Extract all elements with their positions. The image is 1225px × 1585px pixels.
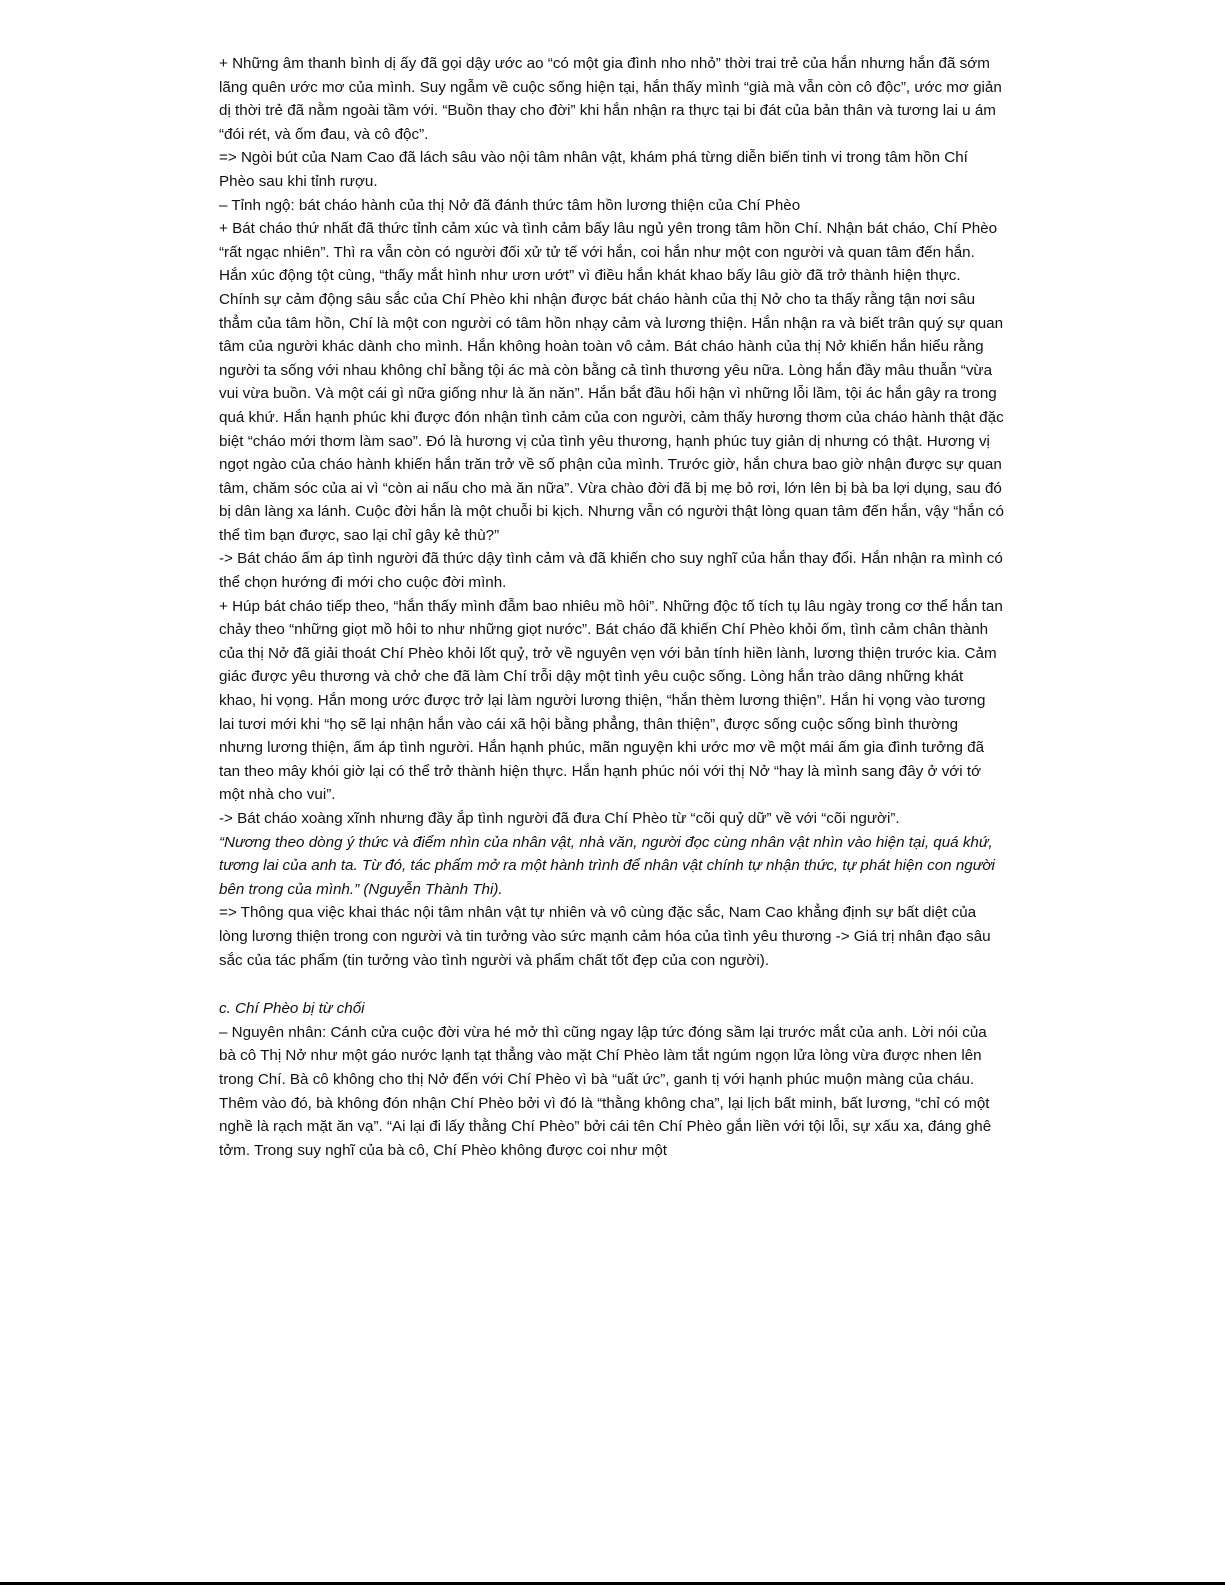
- paragraph-reason: – Nguyên nhân: Cánh cửa cuộc đời vừa hé mở thì cũng ngay lập tức đóng sầm lại trước mắt của anh. Lời nói của bà cô Thị Nở như một gáo nước lạnh tạt thẳng vào mặt Chí Phèo làm tắt ngúm ngọn lửa lòng vừa được nhen lên trong Chí. Bà cô không cho thị Nở đến với Chí Phèo vì bà “uất ức”, ganh tị với hạnh phúc muộn màng của cháu. Thêm vào đó, bà không đón nhận Chí Phèo bởi vì đó là “thằng không cha”, lại lịch bất minh, bất lương, “chỉ có một nghề là rạch mặt ăn vạ”. “Ai lại đi lấy thằng Chí Phèo” bởi cái tên Chí Phèo gắn liền với tội lỗi, sự xấu xa, đáng ghê tởm. Trong suy nghĩ của bà cô, Chí Phèo không được coi như một: [219, 1023, 992, 1159]
- document-page: [219, 52, 1004, 1162]
- paragraph-human-world: -> Bát cháo xoàng xĩnh nhưng đầy ắp tình người đã đưa Chí Phèo từ “cõi quỷ dữ” về với “cõi người”.: [219, 810, 900, 827]
- paragraph-warm-bowl: -> Bát cháo ấm áp tình người đã thức dậy tình cảm và đã khiến cho suy nghĩ của hắn thay đổi. Hắn nhận ra mình có thể chọn hướng đi mới cho cuộc đời mình.: [219, 550, 1003, 592]
- paragraph-conclusion: => Thông qua việc khai thác nội tâm nhân vật tự nhiên và vô cùng đặc sắc, Nam Cao khẳng định sự bất diệt của lòng lương thiện trong con người và tin tưởng vào sức mạnh cảm hóa của tình yêu thương -> Giá trị nhân đạo sâu sắc của tác phẩm (tin tưởng vào tình người và phẩm chất tốt đẹp của con người).: [219, 904, 991, 969]
- quote-nguyen-thanh-thi: “Nương theo dòng ý thức và điểm nhìn của nhân vật, nhà văn, người đọc cùng nhân vật nhìn vào hiện tại, quá khứ, tương lai của anh ta. Từ đó, tác phẩm mở ra một hành trình để nhân vật chính tự nhận thức, tự phát hiện con người bên trong của mình.” (Nguyễn Thành Thi).: [219, 833, 995, 898]
- paragraph-nam-cao-pen: => Ngòi bút của Nam Cao đã lách sâu vào nội tâm nhân vật, khám phá từng diễn biến tinh vi trong tâm hồn Chí Phèo sau khi tỉnh rượu.: [219, 149, 968, 190]
- paragraph-awakening: – Tỉnh ngộ: bát cháo hành của thị Nở đã đánh thức tâm hồn lương thiện của Chí Phèo: [219, 196, 801, 214]
- section-gap: [219, 972, 1004, 997]
- paragraph-next-bowl: + Húp bát cháo tiếp theo, “hắn thấy mình đẫm bao nhiêu mồ hôi”. Những độc tố tích tụ lâu ngày trong cơ thể hắn tan chảy theo “những giọt mồ hôi to như những giọt nước”. Bát cháo đã khiến Chí Phèo khỏi ốm, tình cảm chân thành của thị Nở đã giải thoát Chí Phèo khỏi lốt quỷ, trở về nguyên vẹn với bản tính hiền lành, lương thiện trước kia. Cảm giác được yêu thương và chở che đã làm Chí trỗi dậy một tình yêu cuộc sống. Lòng hắn trào dâng những khát khao, hi vọng. Hắn mong ước được trở lại làm người lương thiện, “hắn thèm lương thiện”. Hắn hi vọng vào tương lai tươi mới khi “họ sẽ lại nhận hắn vào cái xã hội bằng phẳng, thân thiện”, được sống cuộc sống bình thường nhưng lương thiện, ấm áp tình người. Hắn hạnh phúc, mãn nguyện khi ước mơ về một mái ấm gia đình tưởng đã tan theo mây khói giờ lại có thể trở thành hiện thực. Hắn hạnh phúc nói với thị Nở “hay là mình sang đây ở với tớ một nhà cho vui”.: [219, 597, 1003, 804]
- paragraph-sounds-dream: + Những âm thanh bình dị ấy đã gọi dậy ước ao “có một gia đình nho nhỏ” thời trai trẻ của hắn nhưng hắn đã sớm lãng quên ước mơ của mình. Suy ngẫm về cuộc sống hiện tại, hắn thấy mình “già mà vẫn còn cô độc”, ước mơ giản dị thời trẻ đã nằm ngoài tầm với. “Buồn thay cho đời” khi hắn nhận ra thực tại bi đát của bản thân và tương lai u ám “đói rét, và ốm đau, và cô độc”.: [219, 55, 1002, 143]
- section-heading: c. Chí Phèo bị từ chối: [219, 1000, 365, 1018]
- paragraph-first-bowl: + Bát cháo thứ nhất đã thức tỉnh cảm xúc và tình cảm bấy lâu ngủ yên trong tâm hồn Chí. Nhận bát cháo, Chí Phèo “rất ngạc nhiên”. Thì ra vẫn còn có người đối xử tử tế với hắn, coi hắn như một con người và quan tâm đến hắn. Hắn xúc động tột cùng, “thấy mắt hình như ươn ướt” vì điều hắn khát khao bấy lâu giờ đã trở thành hiện thực. Chính sự cảm động sâu sắc của Chí Phèo khi nhận được bát cháo hành của thị Nở cho ta thấy rằng tận nơi sâu thẳm của tâm hồn, Chí là một con người có tâm hồn nhạy cảm và lương thiện. Hắn nhận ra và biết trân quý sự quan tâm của người khác dành cho mình. Hắn không hoàn toàn vô cảm. Bát cháo hành của thị Nở khiến hắn hiểu rằng người ta sống với nhau không chỉ bằng tội ác mà còn bằng cả tình thương yêu nữa. Lòng hắn đầy mâu thuẫn “vừa vui vừa buồn. Và một cái gì nữa giống như là ăn năn”. Hắn bắt đầu hối hận vì những lỗi lầm, tội ác hắn gây ra trong quá khứ. Hắn hạnh phúc khi được đón nhận tình cảm của con người, cảm thấy hương thơm của cháo hành thật đặc biệt “cháo mới thơm làm sao”. Đó là hương vị của tình yêu thương, hạnh phúc tuy giản dị nhưng có thật. Hương vị ngọt ngào của cháo hành khiến hắn trăn trở về số phận của mình. Trước giờ, hắn chưa bao giờ nhận được sự quan tâm, chăm sóc của ai vì “còn ai nấu cho mà ăn nữa”. Vừa chào đời đã bị mẹ bỏ rơi, lớn lên bị bà ba lợi dụng, sau đó bị dân làng xa lánh. Cuộc đời hắn là một chuỗi bi kịch. Nhưng vẫn có người thật lòng quan tâm đến hắn, vậy “hắn có thể tìm bạn được, sao lại chỉ gây kẻ thù?”: [219, 220, 1004, 544]
